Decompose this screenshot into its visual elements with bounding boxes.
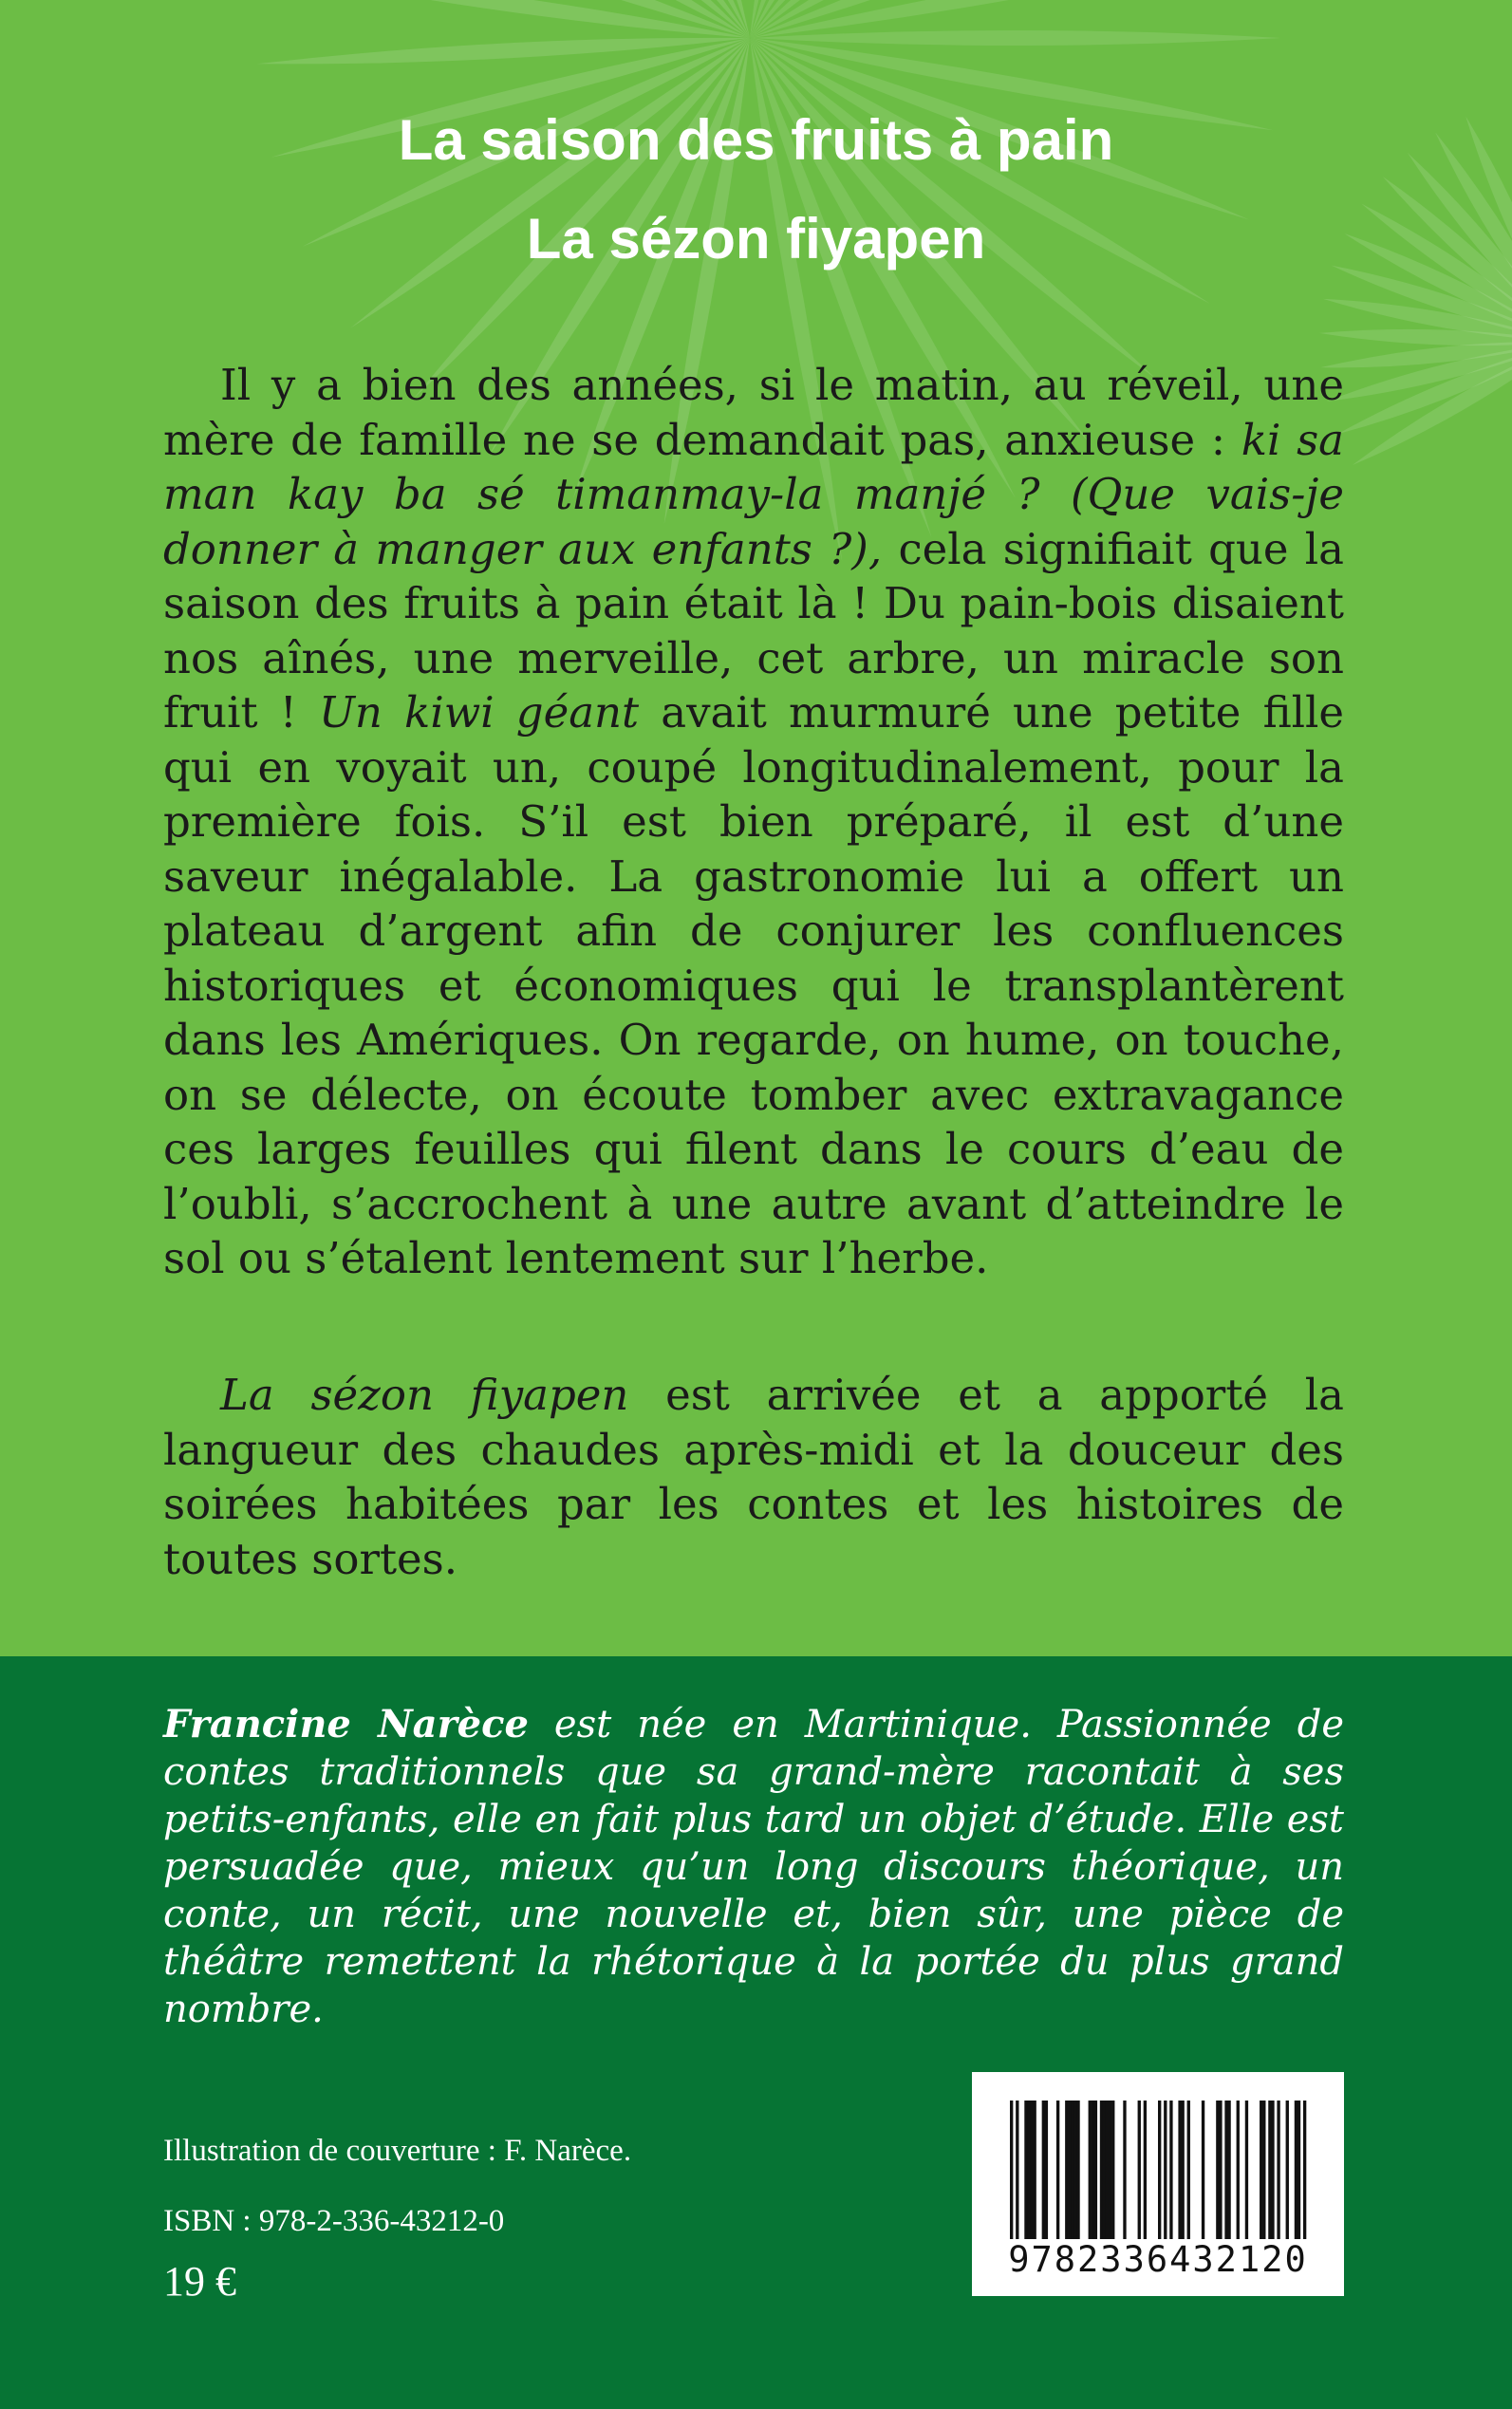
blurb-text: est arrivée et a apporté la langueur des chaudes après-midi et la douceur des soirées habitées par les contes et les histoires de toutes sortes. — [163, 1370, 1344, 1584]
barcode-bar — [1268, 2101, 1271, 2243]
barcode-bar — [1027, 2101, 1030, 2243]
blurb-text: avait murmuré une petite fille qui en voyait un, coupé longitudinalement, pour la première fois. S’il est bien préparé, il est d’une saveur inégalable. La gastronomie lui a offert un plateau d’argent afin de conjurer les confluences historiques et économiques qui le transplantèrent dans les Amériques. On regarde, on hume, on touche, on se délecte, on écoute tomber avec extravagance ces larges feuilles qui filent dans le cours d’eau de l’oubli, s’accrochent à une autre avant d’atteindre le sol ou s’étalent lentement sur l’herbe. — [163, 687, 1344, 1283]
barcode-bar — [1068, 2101, 1071, 2243]
barcode-bar — [1245, 2101, 1248, 2243]
barcode-bar — [1295, 2101, 1297, 2243]
blurb-text: cela signifiait que la saison des fruits à pain était là ! Du pain-bois disaient nos aînés, une merveille, cet arbre, un miracle son fruit ! — [163, 523, 1344, 738]
barcode-bar — [1089, 2101, 1092, 2243]
illustration-credit: Illustration de couverture : F. Narèce. — [163, 2134, 632, 2168]
barcode-bar — [1065, 2101, 1068, 2243]
barcode-bar — [1033, 2101, 1036, 2243]
blurb-paragraph-1 — [163, 358, 1344, 1286]
barcode-bar — [1219, 2101, 1222, 2243]
barcode-bar — [1092, 2101, 1094, 2243]
barcode-bar — [1271, 2101, 1274, 2243]
barcode-bar — [1169, 2101, 1172, 2243]
barcode-bar — [1030, 2101, 1033, 2243]
barcode-bar — [1109, 2101, 1111, 2243]
barcode-bar — [1045, 2101, 1048, 2243]
barcode-bar — [1178, 2101, 1181, 2243]
barcode-bar — [1237, 2101, 1240, 2243]
author-bio-text: est née en Martinique. Passionnée de contes traditionnels que sa grand-mère racontait à ses petits-enfants, elle en fait plus tard un objet d’étude. Elle est persuadée que, mieux qu’un long discours théorique, un conte, un récit, une nouvelle et, bien sûr, une pièce de théâtre remettent la rhétorique à la portée du plus grand nombre. — [163, 1703, 1344, 2031]
barcode-bar — [1071, 2101, 1073, 2243]
barcode-bar — [1216, 2101, 1219, 2243]
barcode-bar — [1158, 2101, 1161, 2243]
barcode-bar — [1010, 2101, 1013, 2260]
isbn-label: ISBN : 978-2-336-43212-0 — [163, 2204, 505, 2238]
barcode-bar — [1056, 2101, 1059, 2243]
barcode-bar — [1303, 2101, 1306, 2260]
barcode-bar — [1111, 2101, 1114, 2243]
blurb-paragraph-2 — [163, 1368, 1344, 1586]
price-label: 19 € — [163, 2258, 236, 2305]
blurb-text: Il y a bien des années, si le matin, au réveil, une mère de famille ne se demandait pas, anxieuse : — [163, 360, 1344, 465]
barcode-bar — [1138, 2101, 1141, 2243]
book-title: La saison des fruits à pain — [398, 108, 1114, 172]
barcode-bar — [1187, 2101, 1190, 2243]
barcode-bar — [1164, 2101, 1167, 2243]
blurb-title-mention: La sézon fiyapen — [220, 1370, 629, 1420]
barcode-number: 9782336432120 — [972, 2239, 1344, 2281]
barcode-bar — [1202, 2101, 1204, 2243]
barcode-bar — [1073, 2101, 1076, 2243]
barcode-bar — [1181, 2101, 1184, 2243]
barcode-bar — [1100, 2101, 1103, 2243]
barcode-bar — [1227, 2101, 1230, 2243]
barcode-bar — [1076, 2101, 1079, 2243]
barcode-bar — [1277, 2101, 1279, 2243]
author-bio — [163, 1701, 1344, 2033]
barcode-bar — [1144, 2101, 1147, 2243]
barcode-bar — [1094, 2101, 1097, 2243]
barcode — [972, 2072, 1344, 2296]
barcode-bar — [1016, 2101, 1018, 2260]
barcode-bar — [1123, 2101, 1126, 2243]
blurb-creole-quote: ki sa man kay ba sé timanmay-la manjé ? (Que vais-je donner à manger aux enfants ?), — [163, 414, 1344, 574]
barcode-bar — [1260, 2101, 1262, 2243]
barcode-bar — [1024, 2101, 1027, 2243]
author-name: Francine Narèce — [163, 1702, 529, 1746]
barcode-bar — [1103, 2101, 1106, 2243]
barcode-bar — [1286, 2101, 1289, 2243]
book-title-creole: La sézon fiyapen — [526, 207, 986, 271]
barcode-bar — [1262, 2101, 1265, 2243]
barcode-bar — [1042, 2101, 1045, 2243]
barcode-bar — [1224, 2101, 1227, 2243]
blurb-kiwi-quote: Un kiwi géant — [319, 687, 640, 738]
barcode-bar — [1106, 2101, 1109, 2243]
barcode-bar — [1297, 2101, 1300, 2260]
